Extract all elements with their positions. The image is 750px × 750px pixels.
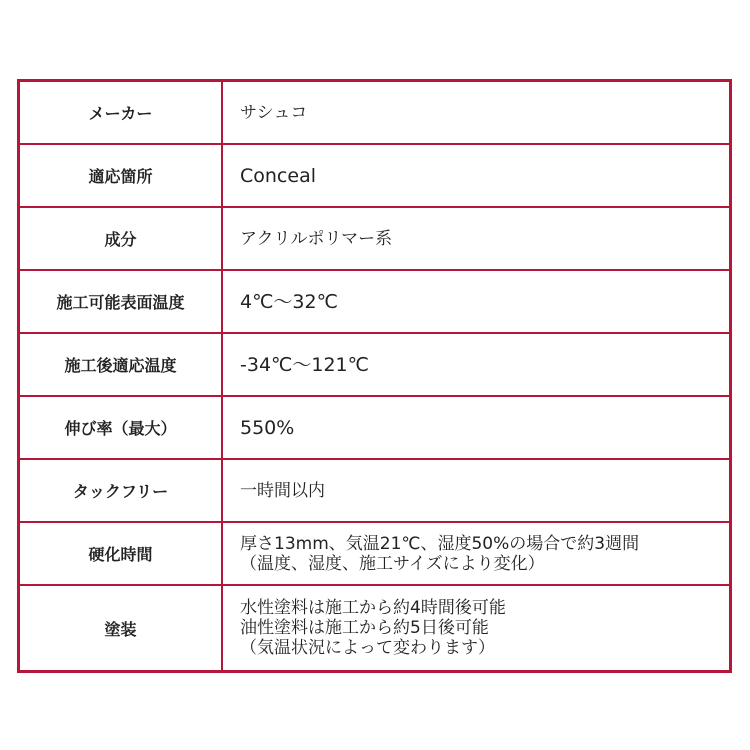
spec-value [223, 82, 729, 143]
spec-row-cure-time [20, 523, 729, 586]
spec-row-maker [20, 82, 729, 145]
spec-value-line: 550% [240, 416, 295, 439]
spec-value-line: 厚さ13mm、気温21℃、湿度50%の場合で約3週間 [240, 533, 640, 554]
spec-value [223, 586, 729, 670]
spec-value [223, 460, 729, 521]
spec-value [223, 523, 729, 584]
spec-value [223, 397, 729, 458]
spec-row-service-temp [20, 334, 729, 397]
spec-row-application-temp [20, 271, 729, 334]
spec-value [223, 271, 729, 332]
spec-label: 成分 [20, 208, 223, 269]
spec-row-composition [20, 208, 729, 271]
spec-label: メーカー [20, 82, 223, 143]
spec-label: 施工可能表面温度 [20, 271, 223, 332]
spec-value-line: サシュコ [240, 102, 308, 123]
spec-row-painting [20, 586, 729, 670]
spec-label: 伸び率（最大） [20, 397, 223, 458]
spec-row-application-area [20, 145, 729, 208]
spec-label: 塗装 [20, 586, 223, 670]
spec-value [223, 208, 729, 269]
spec-value-line: アクリルポリマー系 [240, 228, 393, 249]
spec-value-line: Conceal [240, 164, 316, 187]
spec-value [223, 334, 729, 395]
spec-value-line: 油性塗料は施工から約5日後可能 [240, 618, 489, 638]
spec-row-tack-free [20, 460, 729, 523]
spec-table [17, 79, 732, 673]
spec-value-line: 一時間以内 [240, 480, 325, 501]
spec-label: 適応箇所 [20, 145, 223, 206]
spec-label: 硬化時間 [20, 523, 223, 584]
spec-label: 施工後適応温度 [20, 334, 223, 395]
spec-value-line: （温度、湿度、施工サイズにより変化） [240, 553, 545, 574]
spec-value [223, 145, 729, 206]
spec-row-elongation [20, 397, 729, 460]
spec-value-line: （気温状況によって変わります） [240, 638, 495, 658]
spec-value-line: -34℃～121℃ [240, 353, 369, 376]
spec-value-line: 水性塗料は施工から約4時間後可能 [240, 598, 506, 618]
spec-value-line: 4℃～32℃ [240, 290, 338, 313]
spec-label: タックフリー [20, 460, 223, 521]
